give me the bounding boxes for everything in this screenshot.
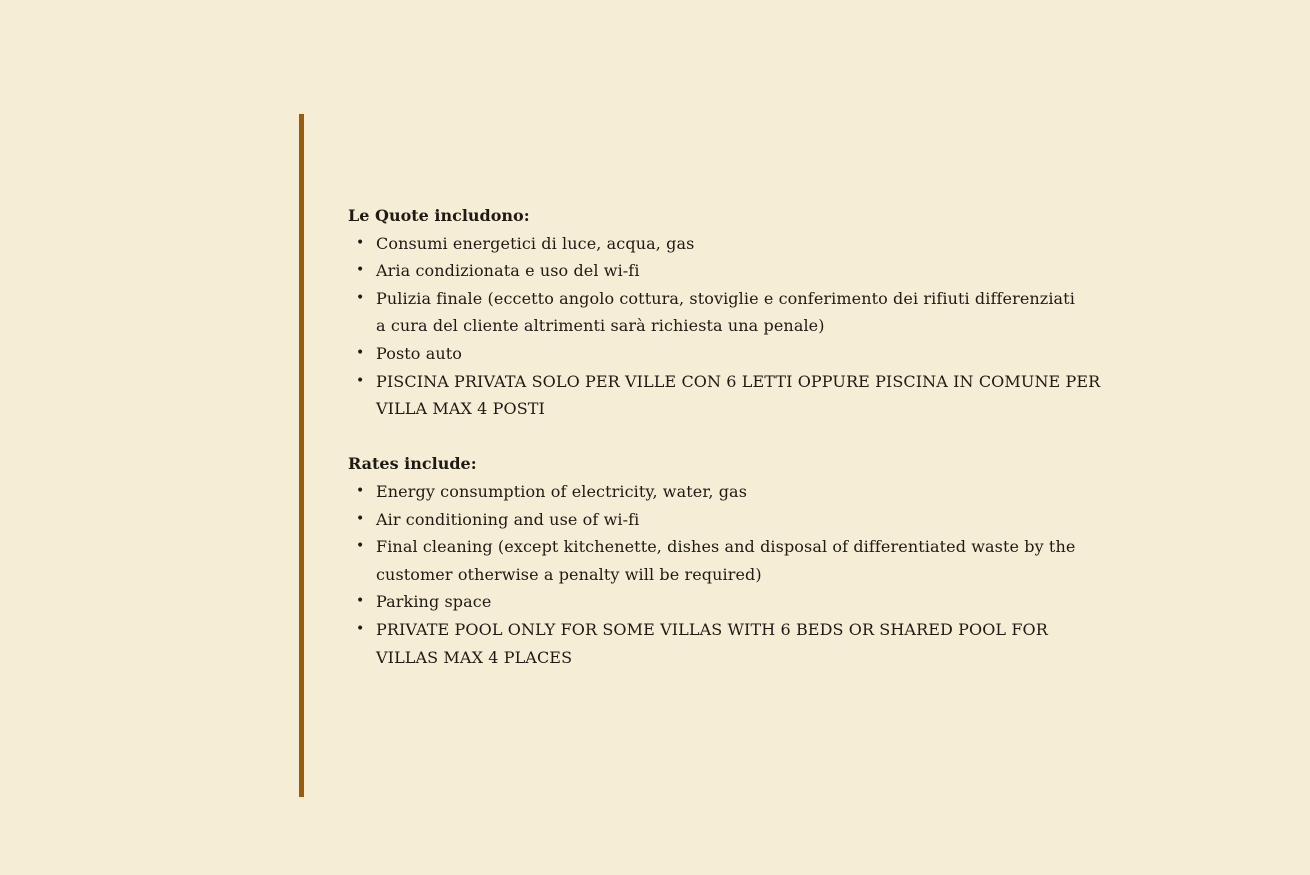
list-item xyxy=(348,478,1076,506)
italian-list xyxy=(348,230,1108,423)
list-item-text: Parking space xyxy=(376,592,492,612)
bullet-icon: • xyxy=(356,234,365,251)
list-item xyxy=(348,506,1076,534)
list-item-text: Aria condizionata e uso del wi-fi xyxy=(376,261,640,281)
bullet-icon: • xyxy=(356,538,365,555)
list-item-text: Posto auto xyxy=(376,343,463,363)
list-item-text: Final cleaning (except kitchenette, dishes and disposal of differentiated waste by the customer otherwise a penalty will be required) xyxy=(376,537,1076,584)
list-item xyxy=(348,285,1086,340)
list-item-text: Consumi energetici di luce, acqua, gas xyxy=(376,233,695,253)
list-item xyxy=(348,230,1086,258)
list-item-text: PRIVATE POOL ONLY FOR SOME VILLAS WITH 6 BEDS OR SHARED POOL FOR VILLAS MAX 4 PLACES xyxy=(376,619,1048,667)
bullet-icon: • xyxy=(356,262,365,279)
bullet-icon: • xyxy=(356,620,365,637)
italian-heading: Le Quote includono: xyxy=(348,206,530,225)
bullet-icon: • xyxy=(356,510,365,527)
bullet-icon: • xyxy=(356,593,365,610)
bullet-icon: • xyxy=(356,372,365,389)
bullet-icon: • xyxy=(356,344,365,361)
bullet-icon: • xyxy=(356,289,365,306)
list-item xyxy=(348,257,1086,285)
english-heading: Rates include: xyxy=(348,454,477,474)
section-gap xyxy=(348,423,1108,451)
list-item-text: Energy consumption of electricity, water, gas xyxy=(376,481,747,501)
list-item xyxy=(348,588,1076,616)
bullet-icon: • xyxy=(356,482,365,499)
list-item xyxy=(348,533,1076,588)
accent-bar xyxy=(299,114,304,797)
list-item xyxy=(348,340,1086,368)
rates-content xyxy=(348,202,1108,671)
list-item-text: Pulizia finale (eccetto angolo cottura, stoviglie e conferimento dei rifiuti differenziati a cura del cliente altrimenti sarà richiesta una penale) xyxy=(376,288,1075,336)
list-item-text: Air conditioning and use of wi-fi xyxy=(376,509,640,529)
english-list xyxy=(348,478,1108,671)
list-item xyxy=(348,616,1096,671)
list-item-text: PISCINA PRIVATA SOLO PER VILLE CON 6 LETTI OPPURE PISCINA IN COMUNE PER VILLA MAX 4 POSTI xyxy=(376,371,1101,419)
list-item xyxy=(348,368,1116,423)
